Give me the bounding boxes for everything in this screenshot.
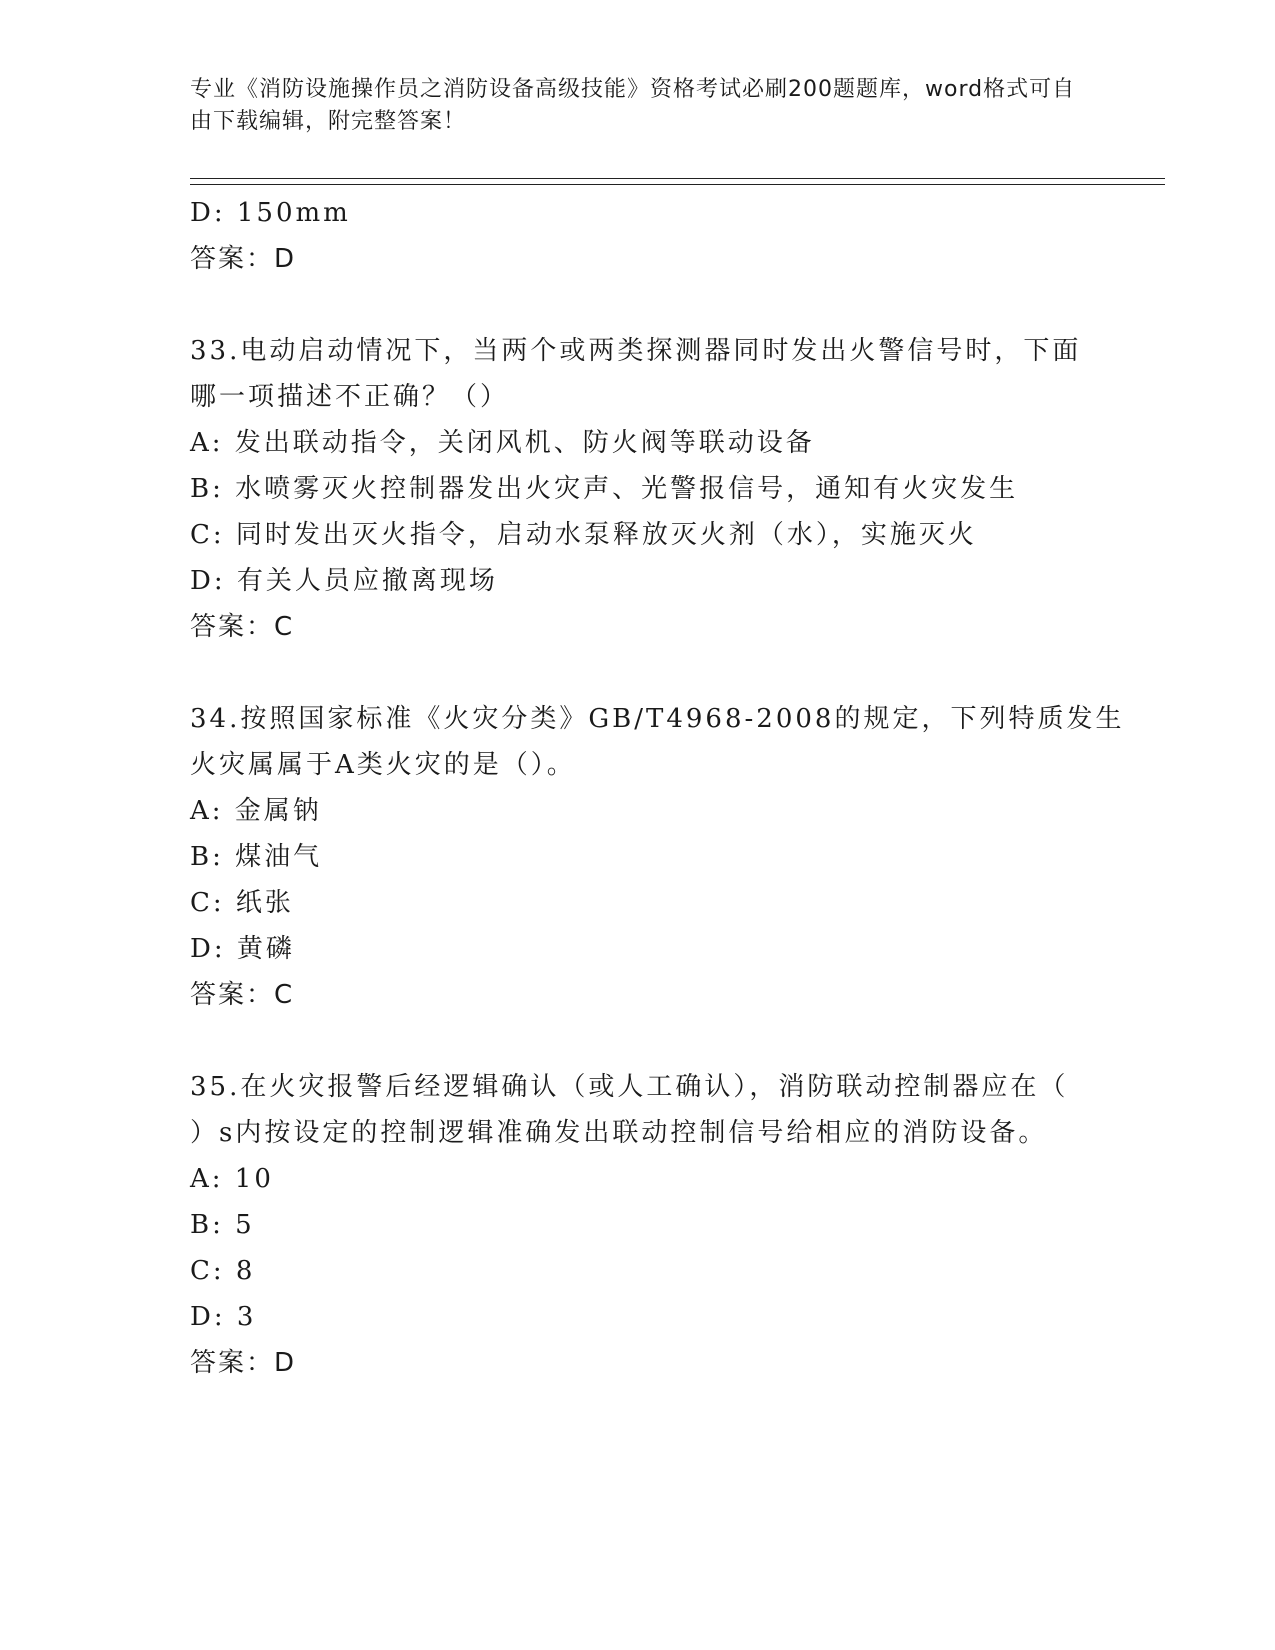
- answer: 答案：C: [190, 980, 295, 1010]
- option-c: C: 8: [190, 1256, 256, 1286]
- answer-32: 答案：D: [190, 244, 297, 274]
- option-a: A: 发出联动指令，关闭风机、防火阀等联动设备: [190, 428, 815, 458]
- question-stem-line: 35.在火灾报警后经逻辑确认（或人工确认），消防联动控制器应在（: [190, 1072, 1069, 1102]
- option-b: B: 煤油气: [190, 842, 323, 872]
- answer: 答案：D: [190, 1348, 297, 1378]
- option-a: A: 10: [190, 1164, 274, 1194]
- question-content: [190, 190, 1125, 1386]
- question-stem-line: 哪一项描述不正确？（）: [190, 382, 510, 412]
- option-d: D: 3: [190, 1302, 257, 1332]
- option-c: C: 纸张: [190, 888, 294, 918]
- document-header: 专业《消防设施操作员之消防设备高级技能》资格考试必刷200题题库，word格式可自由下载编辑，附完整答案！: [190, 77, 1076, 134]
- option-d: D: 有关人员应撤离现场: [190, 566, 498, 596]
- option-b: B: 5: [190, 1210, 255, 1240]
- question-stem-line: 33.电动启动情况下，当两个或两类探测器同时发出火警信号时，下面: [190, 336, 1082, 366]
- question-34: [190, 696, 1125, 1018]
- option-d-150mm: D: 150mm: [190, 198, 351, 228]
- spacer: [190, 650, 1090, 696]
- spacer: [190, 282, 1090, 328]
- option-d: D: 黄磷: [190, 934, 295, 964]
- question-35: [190, 1064, 1090, 1386]
- question-stem-line: 34.按照国家标准《火灾分类》GB/T4968-2008的规定，下列特质发生: [190, 704, 1125, 734]
- option-a: A: 金属钠: [190, 796, 322, 826]
- question-33: [190, 328, 1090, 650]
- question-stem-line: ）s内按设定的控制逻辑准确发出联动控制信号给相应的消防设备。: [190, 1118, 1048, 1148]
- header-divider-top: [190, 178, 1165, 179]
- answer: 答案：C: [190, 612, 295, 642]
- option-c: C: 同时发出灭火指令，启动水泵释放灭火剂（水），实施灭火: [190, 520, 977, 550]
- option-b: B: 水喷雾灭火控制器发出火灾声、光警报信号，通知有火灾发生: [190, 474, 1019, 504]
- question-stem-line: 火灾属属于A类火灾的是（）。: [190, 750, 576, 780]
- header-divider-bottom: [190, 184, 1165, 185]
- spacer: [190, 1018, 1090, 1064]
